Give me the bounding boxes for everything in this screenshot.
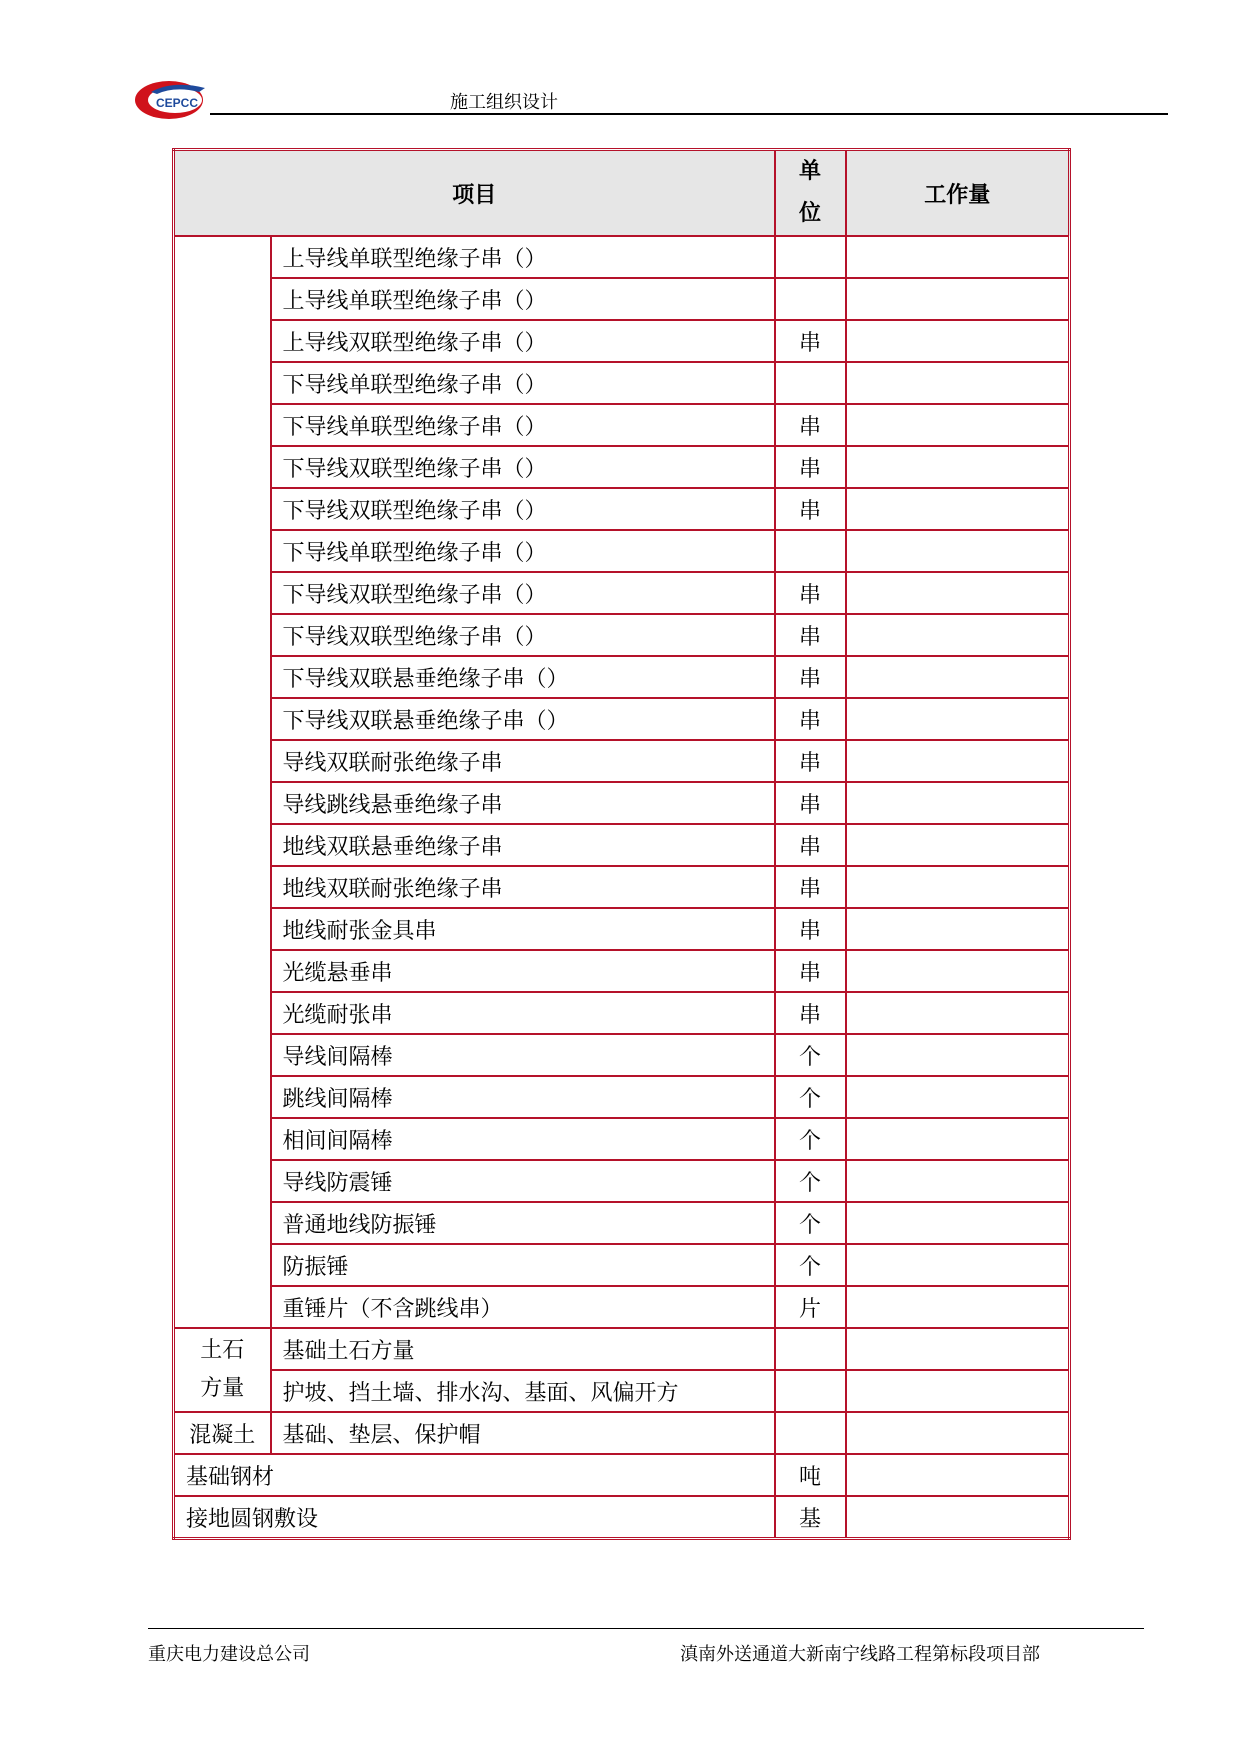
item-name: 普通地线防振锤 [271, 1202, 775, 1244]
item-unit: 个 [775, 1076, 846, 1118]
logo-text: CEPCC [155, 96, 199, 110]
category-earthwork [174, 1328, 271, 1412]
item-unit: 串 [775, 698, 846, 740]
table-row [174, 992, 1070, 1034]
table-row [174, 1076, 1070, 1118]
item-unit: 串 [775, 572, 846, 614]
item-workload[interactable] [846, 782, 1070, 824]
table-row [174, 1034, 1070, 1076]
item-name: 下导线单联型绝缘子串（） [271, 530, 775, 572]
item-workload[interactable] [846, 698, 1070, 740]
item-unit [775, 1328, 846, 1370]
table-row [174, 446, 1070, 488]
item-name: 上导线单联型绝缘子串（） [271, 236, 775, 278]
item-name: 相间间隔棒 [271, 1118, 775, 1160]
item-name: 光缆耐张串 [271, 992, 775, 1034]
table-row [174, 1286, 1070, 1328]
item-name: 下导线双联型绝缘子串（） [271, 614, 775, 656]
table-row [174, 1496, 1070, 1539]
item-workload[interactable] [846, 1454, 1070, 1496]
item-unit: 串 [775, 320, 846, 362]
item-unit [775, 362, 846, 404]
item-name: 上导线单联型绝缘子串（） [271, 278, 775, 320]
item-unit: 串 [775, 866, 846, 908]
item-workload[interactable] [846, 824, 1070, 866]
item-workload[interactable] [846, 1328, 1070, 1370]
item-workload[interactable] [846, 446, 1070, 488]
item-workload[interactable] [846, 572, 1070, 614]
item-unit: 串 [775, 656, 846, 698]
table-row [174, 1454, 1070, 1496]
header-unit [775, 150, 846, 237]
item-workload[interactable] [846, 1034, 1070, 1076]
table-row [174, 362, 1070, 404]
item-name: 导线双联耐张绝缘子串 [271, 740, 775, 782]
table-row [174, 1244, 1070, 1286]
item-unit: 串 [775, 824, 846, 866]
item-name: 导线间隔棒 [271, 1034, 775, 1076]
item-name: 防振锤 [271, 1244, 775, 1286]
item-unit [775, 236, 846, 278]
item-workload[interactable] [846, 992, 1070, 1034]
item-name: 地线双联耐张绝缘子串 [271, 866, 775, 908]
table-row [174, 1370, 1070, 1412]
table-row [174, 740, 1070, 782]
item-unit: 串 [775, 782, 846, 824]
table-row [174, 824, 1070, 866]
item-workload[interactable] [846, 1202, 1070, 1244]
table-row [174, 278, 1070, 320]
header-workload: 工作量 [846, 150, 1070, 237]
item-name: 地线耐张金具串 [271, 908, 775, 950]
table-row [174, 572, 1070, 614]
item-unit: 串 [775, 950, 846, 992]
item-name: 下导线双联型绝缘子串（） [271, 446, 775, 488]
item-workload[interactable] [846, 530, 1070, 572]
item-unit: 串 [775, 404, 846, 446]
item-unit: 基 [775, 1496, 846, 1539]
item-name: 下导线双联型绝缘子串（） [271, 572, 775, 614]
item-name: 下导线单联型绝缘子串（） [271, 404, 775, 446]
item-workload[interactable] [846, 1286, 1070, 1328]
item-unit: 串 [775, 740, 846, 782]
item-workload[interactable] [846, 1370, 1070, 1412]
item-workload[interactable] [846, 1496, 1070, 1539]
table-row [174, 1202, 1070, 1244]
item-unit [775, 1370, 846, 1412]
item-unit: 串 [775, 488, 846, 530]
item-workload[interactable] [846, 908, 1070, 950]
category-blank [174, 236, 271, 1328]
item-name: 下导线双联型绝缘子串（） [271, 488, 775, 530]
table-row [174, 1118, 1070, 1160]
item-unit: 串 [775, 446, 846, 488]
item-workload[interactable] [846, 1118, 1070, 1160]
table-row [174, 236, 1070, 278]
table-header-row [174, 150, 1070, 237]
table-row [174, 530, 1070, 572]
header-unit-bottom: 位 [799, 201, 822, 226]
item-unit [775, 278, 846, 320]
category-concrete: 混凝土 [174, 1412, 271, 1454]
item-name: 下导线双联悬垂绝缘子串（） [271, 656, 775, 698]
workload-table [172, 148, 1071, 1540]
footer-company: 重庆电力建设总公司 [148, 1644, 310, 1665]
item-name: 导线跳线悬垂绝缘子串 [271, 782, 775, 824]
company-logo [133, 78, 213, 122]
item-name: 基础、垫层、保护帽 [271, 1412, 775, 1454]
table-row [174, 404, 1070, 446]
item-unit: 个 [775, 1118, 846, 1160]
header-divider [210, 113, 1168, 115]
item-name: 基础钢材 [174, 1454, 775, 1496]
header-unit-top: 单 [799, 159, 822, 184]
item-unit [775, 530, 846, 572]
item-name: 基础土石方量 [271, 1328, 775, 1370]
item-unit: 片 [775, 1286, 846, 1328]
table-row [174, 614, 1070, 656]
item-unit: 吨 [775, 1454, 846, 1496]
footer-divider [148, 1628, 1144, 1629]
footer-project: 滇南外送通道大新南宁线路工程第标段项目部 [680, 1644, 1040, 1665]
item-workload[interactable] [846, 1412, 1070, 1454]
item-name: 重锤片（不含跳线串） [271, 1286, 775, 1328]
category-earthwork-line2: 方量 [200, 1376, 245, 1401]
item-name: 护坡、挡土墙、排水沟、基面、风偏开方 [271, 1370, 775, 1412]
table-row [174, 320, 1070, 362]
item-name: 地线双联悬垂绝缘子串 [271, 824, 775, 866]
header-item: 项目 [174, 150, 775, 237]
item-workload[interactable] [846, 278, 1070, 320]
item-workload[interactable] [846, 1244, 1070, 1286]
item-unit: 串 [775, 992, 846, 1034]
item-workload[interactable] [846, 866, 1070, 908]
item-workload[interactable] [846, 362, 1070, 404]
item-name: 下导线双联悬垂绝缘子串（） [271, 698, 775, 740]
table-row [174, 1412, 1070, 1454]
item-workload[interactable] [846, 488, 1070, 530]
table-row [174, 1328, 1070, 1370]
item-workload[interactable] [846, 656, 1070, 698]
table-row [174, 782, 1070, 824]
item-name: 跳线间隔棒 [271, 1076, 775, 1118]
item-unit: 个 [775, 1202, 846, 1244]
table-row [174, 698, 1070, 740]
item-name: 光缆悬垂串 [271, 950, 775, 992]
item-name: 下导线单联型绝缘子串（） [271, 362, 775, 404]
item-workload[interactable] [846, 1076, 1070, 1118]
table-row [174, 950, 1070, 992]
table-row [174, 866, 1070, 908]
item-unit: 个 [775, 1034, 846, 1076]
item-name: 上导线双联型绝缘子串（） [271, 320, 775, 362]
item-workload[interactable] [846, 740, 1070, 782]
item-name: 接地圆钢敷设 [174, 1496, 775, 1539]
item-workload[interactable] [846, 404, 1070, 446]
item-name: 导线防震锤 [271, 1160, 775, 1202]
header-title: 施工组织设计 [450, 92, 558, 113]
item-unit: 串 [775, 614, 846, 656]
item-unit: 串 [775, 908, 846, 950]
item-workload[interactable] [846, 320, 1070, 362]
item-workload[interactable] [846, 1160, 1070, 1202]
item-unit [775, 1412, 846, 1454]
table-row [174, 656, 1070, 698]
table-row [174, 908, 1070, 950]
category-earthwork-line1: 土石 [200, 1338, 245, 1363]
table-row [174, 1160, 1070, 1202]
item-workload[interactable] [846, 950, 1070, 992]
table-row [174, 488, 1070, 530]
item-unit: 个 [775, 1244, 846, 1286]
item-unit: 个 [775, 1160, 846, 1202]
item-workload[interactable] [846, 236, 1070, 278]
item-workload[interactable] [846, 614, 1070, 656]
